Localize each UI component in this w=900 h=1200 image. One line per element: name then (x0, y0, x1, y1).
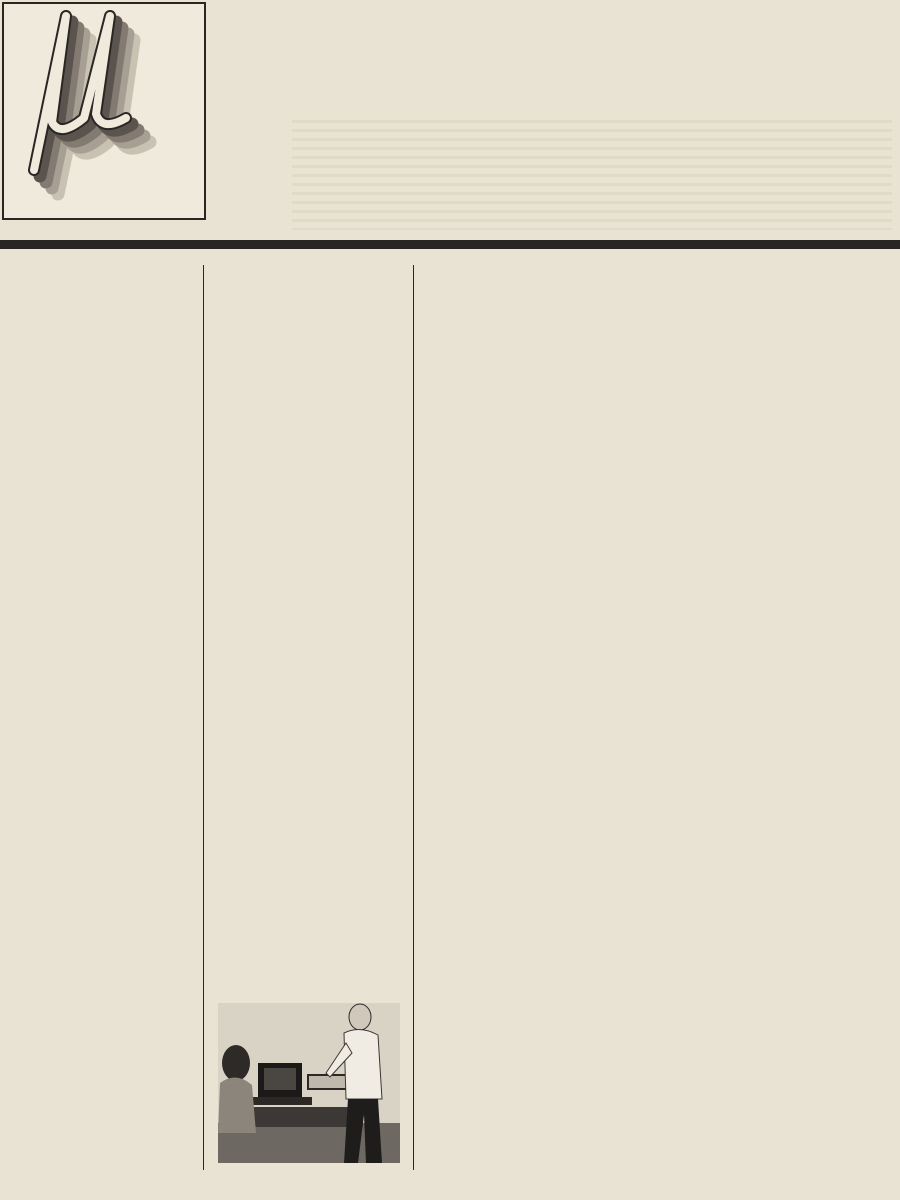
staff-column (8, 275, 200, 289)
column-divider (413, 265, 414, 1170)
mu-logo-icon (4, 4, 204, 218)
toc-title (434, 274, 872, 300)
magazine-logo (2, 2, 206, 220)
table-of-contents (434, 270, 872, 312)
office-photo-icon (218, 1003, 400, 1163)
imprint-column (205, 278, 409, 296)
ghost-text-lines (292, 120, 892, 230)
cover-photo (218, 1003, 400, 1163)
column-divider (203, 265, 204, 1170)
header-rule (0, 240, 900, 249)
bleed-through-background (212, 0, 900, 235)
